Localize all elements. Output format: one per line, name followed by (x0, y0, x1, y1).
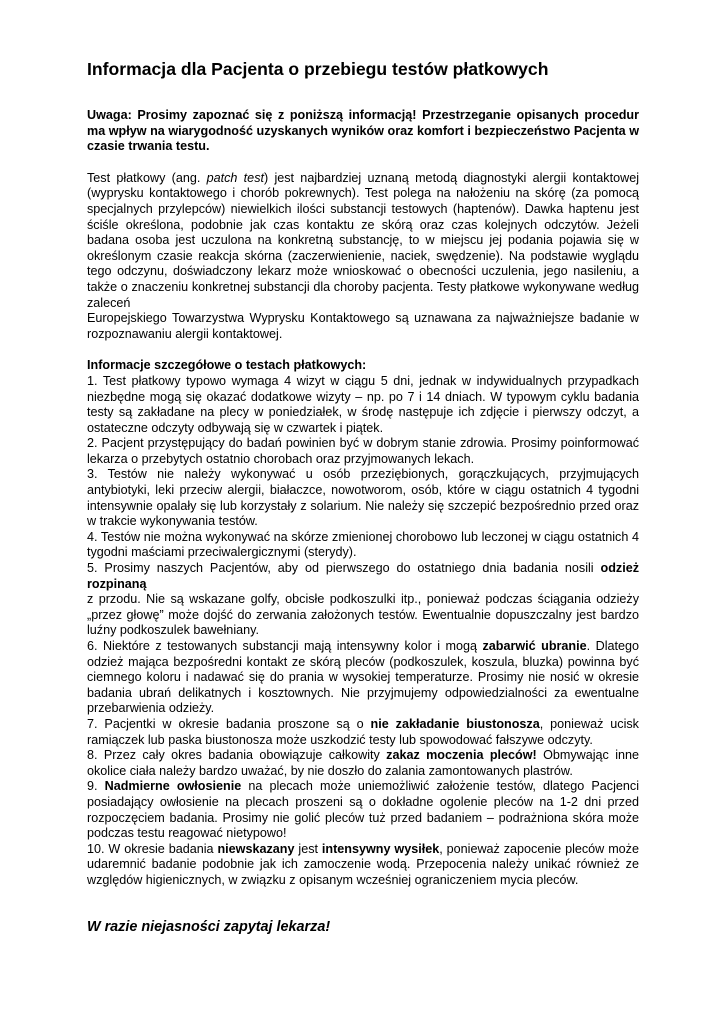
document-title: Informacja dla Pacjenta o przebiegu testów płatkowych (87, 59, 549, 79)
item-text: 5. Prosimy naszych Pacjentów, aby od pierwszego do ostatniego dnia badania nosili (87, 561, 601, 576)
item-text: Obmywając inne okolice ciała należy bardzo uważać, by nie doszło do zalania zamontowanych plastrów. (87, 748, 640, 778)
item-text: jest (294, 841, 322, 856)
warning-paragraph: Uwaga: Prosimy zapoznać się z poniższą informacją! Przestrzeganie opisanych procedur ma wpływ na wiarygodność uzyskanych wyników oraz komfort i bezpieczeństwo Pacjenta w czasie trwania testu. (87, 108, 639, 154)
list-item-continuation: z przodu. Nie są wskazane golfy, obcisłe podkoszulki itp., ponieważ podczas ściągania odzieży „przez głowę” może dojść do zerwania założonych testów. Ewentualnie dopuszczalny jest bardzo luźny podkoszulek bawełniany. (87, 592, 639, 638)
list-item: 2. Pacjent przystępujący do badań powinien być w dobrym stanie zdrowia. Prosimy poinformować lekarza o przebytych ostatnio chorobach oraz przyjmowanych lekach. (87, 436, 639, 466)
item-text: 6. Niektóre z testowanych substancji mają intensywny kolor i mogą (87, 639, 483, 653)
details-section (87, 358, 639, 888)
intro-paragraph (87, 171, 639, 311)
item-emphasis: nie zakładanie biustonosza (370, 716, 540, 731)
item-text: 8. Przez cały okres badania obowiązuje całkowity (87, 748, 387, 763)
intro-section (87, 171, 639, 343)
document-page (87, 58, 639, 949)
intro-text-a: Test płatkowy (ang. (87, 170, 207, 185)
item-text: , ponieważ zapocenie pleców może udaremnić badanie podobnie jak ich zamoczenie wodą. Przepocenia należy unikać również ze względów higienicznych, w związku z opisanym wcześniej ograniczeniem mycia pleców. (87, 841, 639, 887)
list-item: 1. Test płatkowy typowo wymaga 4 wizyt w ciągu 5 dni, jednak w indywidualnych przypadkach niezbędne mogą się okazać dodatkowe wizyty – np. po 7 i 14 dniach. W typowym cyklu badania testy są zakładane na plecy w poniedziałek, w środę następuje ich zdjęcie i pierwszy odczyt, a ostateczne odczyty odbywają się w czwartek i piątek. (87, 373, 639, 435)
item-emphasis: intensywny wysiłek (321, 841, 440, 856)
item-text: 9. (87, 779, 105, 794)
details-heading: Informacje szczegółowe o testach płatkowych: (87, 358, 367, 373)
item-emphasis: zabarwić ubranie (482, 639, 587, 653)
intro-paragraph-2: Europejskiego Towarzystwa Wyprysku Kontaktowego są uznawana za najważniejsze badanie w rozpoznawaniu alergii kontaktowej. (87, 311, 639, 341)
closing-note: W razie niejasności zapytaj lekarza! (87, 918, 331, 935)
list-item (87, 639, 639, 717)
list-item (87, 561, 639, 592)
item-text: na plecach może uniemożliwić założenie testów, dlatego Pacjenci posiadający owłosienie na plecach proszeni są o dokładne ogolenie pleców na 1-2 dni przed rozpoczęciem badania. Prosimy nie golić pleców tuż przed badaniem – podrażniona skóra może podczas testu reagować nietypowo! (87, 779, 640, 841)
item-text: , ponieważ ucisk ramiączek lub paska biustonosza może uszkodzić testy lub spowodować fałszywe odczyty. (87, 716, 639, 747)
item-emphasis: Nadmierne owłosienie (104, 779, 242, 794)
list-item: 4. Testów nie można wykonywać na skórze zmienionej chorobowo lub leczonej w ciągu ostatnich 4 tygodni maściami przeciwalergicznymi (sterydy). (87, 529, 639, 560)
list-item: 3. Testów nie należy wykonywać u osób przeziębionych, gorączkujących, przyjmujących antybiotyki, leki przeciw alergii, białaczce, nowotworom, osób, które w ciągu ostatnich 4 tygodni intensywnie opalały się lub korzystały z solarium. Nie należy się szczepić bezpośrednio przed oraz w trakcie wykonywania testów. (87, 467, 639, 529)
item-text: 7. Pacjentki w okresie badania proszone są o (87, 716, 371, 731)
intro-term: patch test (206, 170, 264, 185)
list-item (87, 748, 639, 779)
item-emphasis: zakaz moczenia pleców! (386, 748, 537, 763)
list-item (87, 779, 639, 841)
item-emphasis: niewskazany (217, 841, 295, 856)
intro-text-b: ) jest najbardziej uznaną metodą diagnostyki alergii kontaktowej (wyprysku kontaktowego i chorób pokrewnych). Test polega na nałożeniu na skórę (za pomocą specjalnych przylepców) niewielkich ilości substancji testowych (haptenów). Dawka haptenu jest ściśle określona, podobnie jak czas kontaktu ze skórą oraz czas kolejnych odczytów. Jeżeli badana osoba jest uczulona na konkretną substancję, to w miejscu jej podania pojawia się w określonym czasie reakcja skórna (zaczerwienienie, naciek, swędzenie). Na podstawie wyglądu tego odczynu, doświadczony lekarz może wnioskować o obecności uczulenia, jego nasileniu, a także o znaczeniu konkretnej substancji dla choroby pacjenta. Testy płatkowe wykonywane według zaleceń (87, 170, 639, 310)
list-item (87, 717, 639, 748)
item-text: 10. W okresie badania (87, 841, 218, 856)
item-text: . Dlatego odzież mająca bezpośredni kontakt ze skórą pleców (podkoszulek, koszula, bluzka) powinna być ciemnego koloru i nadawać się do prania w wysokiej temperaturze. Prosimy nie nosić w okresie badania ubrań delikatnych i kosztownych. Nie przyjmujemy odpowiedzialności za ewentualne przebarwienia odzieży. (87, 639, 640, 716)
item-emphasis: odzież rozpinaną (87, 561, 639, 591)
list-item (87, 842, 639, 889)
